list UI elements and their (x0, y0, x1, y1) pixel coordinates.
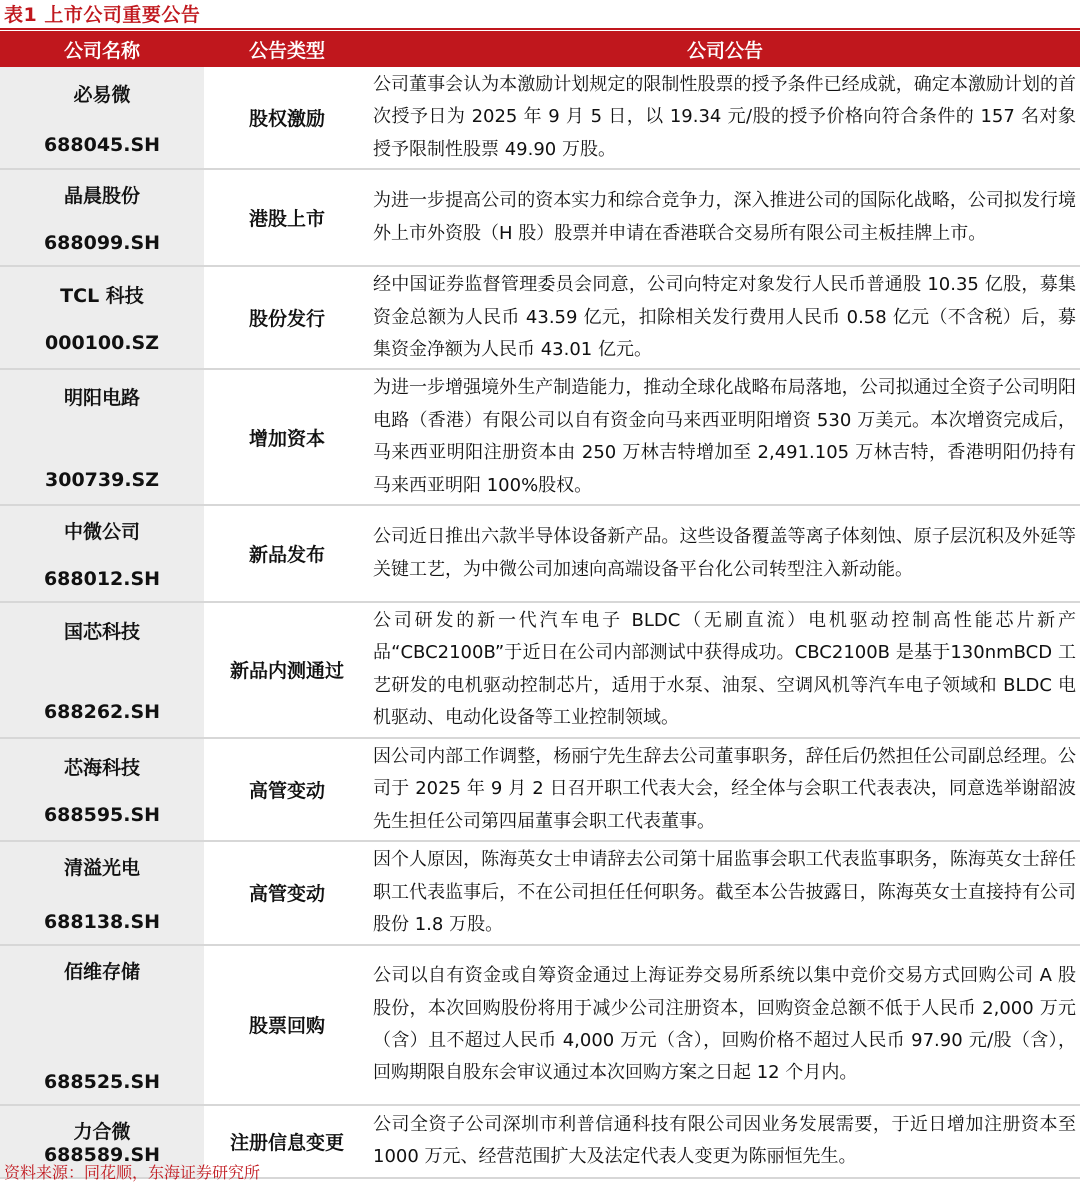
announcement-content: 经中国证券监督管理委员会同意，公司向特定对象发行人民币普通股 10.35 亿股，募集资金总额为人民币 43.59 亿元，扣除相关发行费用人民币 0.58 亿元（不含税）后，募集资金净额为人民币 43.01 亿元。 (370, 266, 1080, 369)
header-company-name: 公司名称 (0, 31, 204, 67)
header-announcement-content: 公司公告 (370, 31, 1080, 67)
announcement-type: 股份发行 (204, 266, 370, 369)
table-row (0, 945, 1080, 1105)
caption-divider (0, 28, 1080, 30)
company-cell-content (0, 383, 204, 491)
table-row (0, 67, 1080, 169)
company-cell (0, 67, 204, 169)
stock-code: 688138.SH (43, 910, 161, 933)
company-cell (0, 505, 204, 602)
company-name: 清溢光电 (63, 856, 140, 879)
announcement-type: 注册信息变更 (204, 1105, 370, 1178)
company-cell (0, 369, 204, 505)
table-row (0, 738, 1080, 841)
announcement-type: 增加资本 (204, 369, 370, 505)
company-cell (0, 945, 204, 1105)
company-name: 中微公司 (63, 521, 140, 544)
stock-code: 688595.SH (43, 803, 161, 826)
announcement-type: 港股上市 (204, 169, 370, 266)
announcement-content: 公司以自有资金或自筹资金通过上海证券交易所系统以集中竞价交易方式回购公司 A 股股份，本次回购股份将用于减少公司注册资本，回购资金总额不低于人民币 2,000 万元（含）且不超过人民币 4,000 万元（含），回购价格不超过人民币 97.90 元/股（含），回购期限自股东会审议通过本次回购方案之日起 12 个月内。 (370, 945, 1080, 1105)
announcement-content: 公司研发的新一代汽车电子 BLDC（无刷直流）电机驱动控制高性能芯片新产品“CBC2100B”于近日在公司内部测试中获得成功。CBC2100B 是基于130nmBCD 工艺研发的电机驱动控制芯片，适用于水泵、油泵、空调风机等汽车电子领域和 BLDC 电机驱动、电动化设备等工业控制领域。 (370, 602, 1080, 738)
company-cell-content (0, 281, 204, 354)
company-name: 国芯科技 (63, 620, 140, 643)
stock-code: 688099.SH (43, 232, 161, 255)
company-cell-content (0, 853, 204, 933)
stock-code: 688045.SH (43, 133, 161, 156)
company-cell-content (0, 617, 204, 723)
announcement-content: 公司全资子公司深圳市利普信通科技有限公司因业务发展需要，于近日增加注册资本至 1000 万元、经营范围扩大及法定代表人变更为陈丽恒先生。 (370, 1105, 1080, 1178)
company-cell-content (0, 80, 204, 156)
announcement-content: 公司董事会认为本激励计划规定的限制性股票的授予条件已经成就，确定本激励计划的首次授予日为 2025 年 9 月 5 日，以 19.34 元/股的授予价格向符合条件的 157 名对象授予限制性股票 49.90 万股。 (370, 67, 1080, 169)
stock-code: 688589.SH (43, 1143, 161, 1166)
company-name: 佰维存储 (63, 960, 140, 983)
announcement-content: 公司近日推出六款半导体设备新产品。这些设备覆盖等离子体刻蚀、原子层沉积及外延等关键工艺，为中微公司加速向高端设备平台化公司转型注入新动能。 (370, 505, 1080, 602)
company-cell-content (0, 181, 204, 254)
company-cell-content (0, 517, 204, 590)
announcements-table (0, 31, 1080, 1179)
company-cell (0, 738, 204, 841)
company-cell-content (0, 957, 204, 1093)
table-body (0, 67, 1080, 1178)
source-note: 资料来源：同花顺，东海证券研究所 (4, 1163, 261, 1182)
company-name: 芯海科技 (63, 756, 140, 779)
company-name: 晶晨股份 (63, 185, 140, 208)
stock-code: 688525.SH (43, 1070, 161, 1093)
announcement-type: 新品发布 (204, 505, 370, 602)
company-cell-content (0, 1117, 204, 1166)
announcement-type: 高管变动 (204, 841, 370, 945)
company-cell (0, 841, 204, 945)
announcement-content: 为进一步增强境外生产制造能力，推动全球化战略布局落地，公司拟通过全资子公司明阳电路（香港）有限公司以自有资金向马来西亚明阳增资 530 万美元。本次增资完成后，马来西亚明阳注册资本由 250 万林吉特增加至 2,491.105 万林吉特，香港明阳仍持有马来西亚明阳 100%股权。 (370, 369, 1080, 505)
table-row (0, 602, 1080, 738)
stock-code: 300739.SZ (45, 469, 159, 492)
announcement-type: 高管变动 (204, 738, 370, 841)
company-name: 力合微 (73, 1120, 131, 1143)
table-row (0, 841, 1080, 945)
company-name: TCL 科技 (60, 285, 144, 308)
table-row (0, 369, 1080, 505)
company-cell (0, 266, 204, 369)
announcement-type: 股权激励 (204, 67, 370, 169)
table-row (0, 266, 1080, 369)
header-announcement-type: 公告类型 (204, 31, 370, 67)
header-row (0, 31, 1080, 67)
table-caption: 表1 上市公司重要公告 (4, 4, 201, 26)
announcement-content: 因公司内部工作调整，杨丽宁先生辞去公司董事职务，辞任后仍然担任公司副总经理。公司于 2025 年 9 月 2 日召开职工代表大会，经全体与会职工代表表决，同意选举谢韶波先生担任公司第四届董事会职工代表董事。 (370, 738, 1080, 841)
company-cell (0, 169, 204, 266)
announcement-type: 股票回购 (204, 945, 370, 1105)
announcement-type: 新品内测通过 (204, 602, 370, 738)
stock-code: 688262.SH (43, 700, 161, 723)
company-name: 明阳电路 (63, 387, 140, 410)
announcement-content: 因个人原因，陈海英女士申请辞去公司第十届监事会职工代表监事职务，陈海英女士辞任职工代表监事后，不在公司担任任何职务。截至本公告披露日，陈海英女士直接持有公司股份 1.8 万股。 (370, 841, 1080, 945)
table-row (0, 169, 1080, 266)
announcement-content: 为进一步提高公司的资本实力和综合竞争力，深入推进公司的国际化战略，公司拟发行境外上市外资股（H 股）股票并申请在香港联合交易所有限公司主板挂牌上市。 (370, 169, 1080, 266)
company-cell-content (0, 753, 204, 826)
company-name: 必易微 (73, 83, 131, 106)
stock-code: 688012.SH (43, 568, 161, 591)
table-row (0, 505, 1080, 602)
company-cell (0, 602, 204, 738)
stock-code: 000100.SZ (45, 332, 159, 355)
